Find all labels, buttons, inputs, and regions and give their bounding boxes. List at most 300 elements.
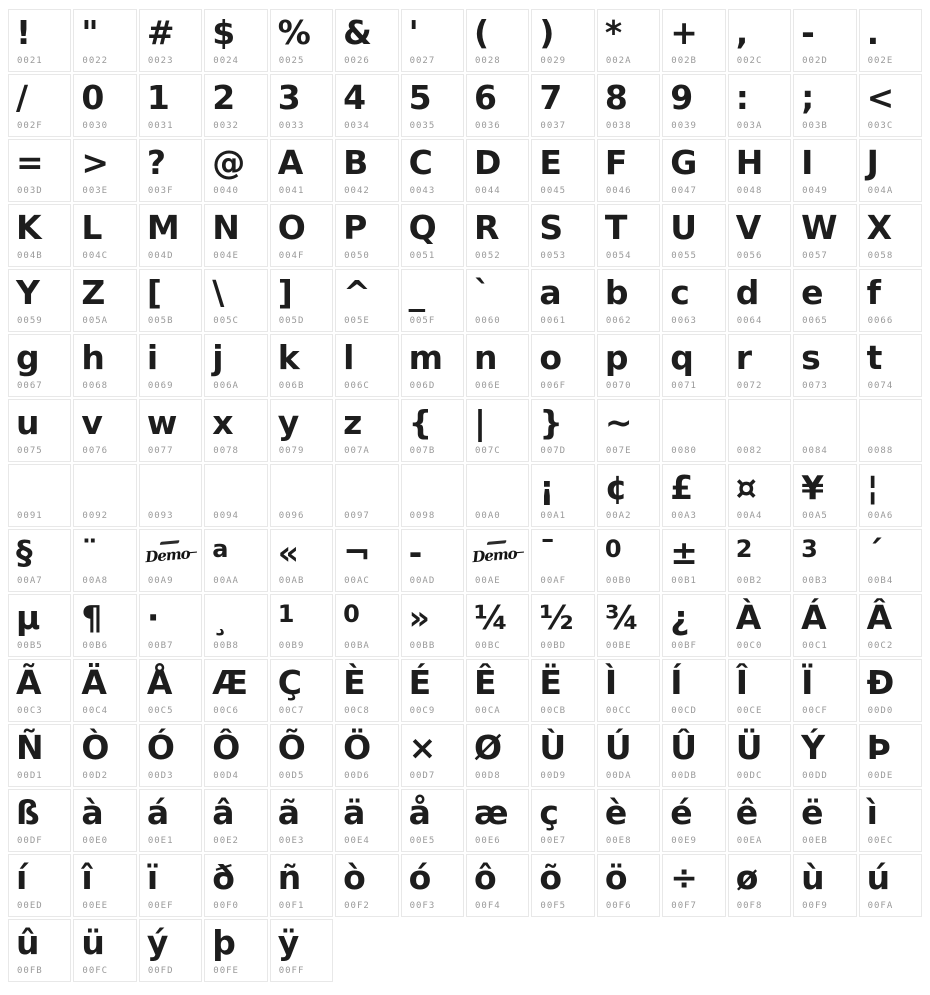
glyph-cell[interactable] xyxy=(662,854,725,917)
glyph-cell[interactable] xyxy=(8,139,71,202)
glyph-cell[interactable] xyxy=(728,854,791,917)
glyph: / xyxy=(16,78,29,117)
glyph: å xyxy=(408,793,431,832)
glyph-cell[interactable] xyxy=(335,789,398,852)
glyph-cell[interactable] xyxy=(793,529,856,592)
glyph-cell[interactable] xyxy=(270,204,333,267)
glyph-cell[interactable] xyxy=(531,594,594,657)
glyph-cell[interactable] xyxy=(139,529,202,592)
glyph-cell[interactable] xyxy=(531,269,594,332)
glyph-cell[interactable] xyxy=(859,9,922,72)
codepoint-label: 0067 xyxy=(17,381,43,391)
glyph: × xyxy=(408,728,437,767)
glyph-cell[interactable] xyxy=(73,269,136,332)
glyph: 0 xyxy=(81,78,105,117)
glyph-cell[interactable] xyxy=(139,399,202,462)
glyph-cell[interactable] xyxy=(401,724,464,787)
glyph-cell[interactable] xyxy=(335,9,398,72)
glyph-cell[interactable] xyxy=(401,529,464,592)
glyph: + xyxy=(670,13,698,52)
codepoint-label: 00ED xyxy=(17,901,43,911)
glyph-cell[interactable] xyxy=(597,204,660,267)
codepoint-label: 0023 xyxy=(147,56,174,66)
glyph-cell[interactable] xyxy=(401,334,464,397)
glyph-cell[interactable] xyxy=(73,399,136,462)
codepoint-label: 00B0 xyxy=(605,576,632,586)
glyph-cell[interactable] xyxy=(466,659,529,722)
glyph-cell[interactable] xyxy=(662,529,725,592)
glyph-cell[interactable] xyxy=(662,139,725,202)
glyph-cell[interactable] xyxy=(204,269,267,332)
glyph-cell[interactable] xyxy=(401,854,464,917)
glyph-cell[interactable] xyxy=(466,399,529,462)
glyph-cell[interactable] xyxy=(859,659,922,722)
codepoint-label: 005B xyxy=(147,316,174,326)
glyph: D xyxy=(473,143,502,182)
glyph-cell[interactable] xyxy=(466,854,529,917)
glyph-cell[interactable] xyxy=(859,529,922,592)
glyph-cell[interactable] xyxy=(8,529,71,592)
codepoint-label: 0073 xyxy=(802,381,828,391)
glyph-cell[interactable] xyxy=(401,789,464,852)
glyph-cell[interactable] xyxy=(73,139,136,202)
codepoint-label: 00BD xyxy=(540,641,567,651)
glyph: Å xyxy=(146,663,173,702)
glyph-cell[interactable] xyxy=(139,594,202,657)
glyph-cell[interactable] xyxy=(335,724,398,787)
glyph-cell[interactable] xyxy=(531,659,594,722)
glyph-cell[interactable] xyxy=(73,724,136,787)
glyph-cell[interactable] xyxy=(8,464,71,527)
glyph-cell[interactable] xyxy=(270,854,333,917)
glyph-cell[interactable] xyxy=(335,594,398,657)
glyph: ß xyxy=(16,793,40,832)
glyph-cell[interactable] xyxy=(728,724,791,787)
glyph: Ä xyxy=(81,663,107,702)
glyph-cell[interactable] xyxy=(466,74,529,137)
glyph-cell[interactable] xyxy=(270,269,333,332)
glyph: ¬ xyxy=(343,533,371,572)
glyph: â xyxy=(212,793,235,832)
glyph-cell[interactable] xyxy=(728,269,791,332)
glyph-cell[interactable] xyxy=(335,399,398,462)
glyph-cell[interactable] xyxy=(8,854,71,917)
glyph-cell[interactable] xyxy=(531,334,594,397)
codepoint-label: 005A xyxy=(82,316,109,326)
glyph-cell[interactable] xyxy=(204,9,267,72)
glyph-cell[interactable] xyxy=(270,659,333,722)
codepoint-label: 006B xyxy=(278,381,305,391)
glyph: Ü xyxy=(735,728,763,767)
glyph-cell[interactable] xyxy=(270,464,333,527)
glyph-cell[interactable] xyxy=(8,399,71,462)
glyph-cell[interactable] xyxy=(728,9,791,72)
glyph-cell[interactable] xyxy=(204,204,267,267)
glyph: ¯ xyxy=(539,533,556,572)
glyph-cell[interactable] xyxy=(859,269,922,332)
codepoint-label: 00DA xyxy=(605,771,632,781)
codepoint-label: 0070 xyxy=(605,381,632,391)
glyph-cell[interactable] xyxy=(204,594,267,657)
glyph: > xyxy=(81,143,110,182)
glyph-cell[interactable] xyxy=(793,854,856,917)
glyph: ± xyxy=(670,533,698,572)
glyph: Ò xyxy=(81,728,110,767)
codepoint-label: 0062 xyxy=(605,316,632,326)
glyph-cell[interactable] xyxy=(597,9,660,72)
glyph-cell[interactable] xyxy=(597,529,660,592)
glyph-cell[interactable] xyxy=(728,139,791,202)
glyph-cell[interactable] xyxy=(204,399,267,462)
glyph-cell[interactable] xyxy=(597,724,660,787)
glyph-cell[interactable] xyxy=(793,204,856,267)
glyph-cell[interactable] xyxy=(335,139,398,202)
codepoint-label: 00E4 xyxy=(344,836,370,846)
glyph-cell[interactable] xyxy=(270,724,333,787)
glyph: ù xyxy=(801,858,825,897)
glyph: Z xyxy=(81,273,106,312)
glyph-cell[interactable] xyxy=(73,529,136,592)
glyph: ê xyxy=(735,793,759,832)
glyph-cell[interactable] xyxy=(466,139,529,202)
glyph-cell[interactable] xyxy=(662,204,725,267)
glyph-cell[interactable] xyxy=(204,724,267,787)
glyph-cell[interactable] xyxy=(466,464,529,527)
codepoint-label: 0027 xyxy=(409,56,436,66)
glyph-cell[interactable] xyxy=(662,464,725,527)
glyph-cell[interactable] xyxy=(335,659,398,722)
glyph: " xyxy=(81,13,99,52)
glyph: J xyxy=(866,143,879,182)
glyph-cell[interactable] xyxy=(8,9,71,72)
glyph: $ xyxy=(212,13,236,52)
glyph-cell[interactable] xyxy=(204,464,267,527)
codepoint-label: 0098 xyxy=(409,511,436,521)
glyph-cell[interactable] xyxy=(270,74,333,137)
glyph-cell[interactable] xyxy=(728,399,791,462)
glyph-cell[interactable] xyxy=(859,139,922,202)
glyph-cell[interactable] xyxy=(793,74,856,137)
glyph: l xyxy=(343,338,355,377)
glyph: 7 xyxy=(539,78,563,117)
codepoint-label: 0064 xyxy=(736,316,763,326)
codepoint-label: 0021 xyxy=(17,56,43,66)
glyph-cell[interactable] xyxy=(73,789,136,852)
glyph-cell[interactable] xyxy=(662,9,725,72)
codepoint-label: 00DE xyxy=(867,771,894,781)
glyph-cell[interactable] xyxy=(335,464,398,527)
glyph-cell[interactable] xyxy=(401,9,464,72)
codepoint-label: 0057 xyxy=(802,251,828,261)
glyph-cell[interactable] xyxy=(597,74,660,137)
glyph: . xyxy=(866,13,880,52)
glyph-cell[interactable] xyxy=(466,334,529,397)
glyph-cell[interactable] xyxy=(204,919,267,982)
glyph-cell[interactable] xyxy=(139,724,202,787)
codepoint-label: 00FB xyxy=(17,966,43,976)
codepoint-label: 0026 xyxy=(344,56,370,66)
glyph-cell[interactable] xyxy=(531,854,594,917)
codepoint-label: 0078 xyxy=(213,446,239,456)
glyph-cell[interactable] xyxy=(531,789,594,852)
codepoint-label: 00EB xyxy=(802,836,828,846)
glyph-cell[interactable] xyxy=(662,789,725,852)
glyph-cell[interactable] xyxy=(531,139,594,202)
glyph-cell[interactable] xyxy=(531,724,594,787)
glyph-cell[interactable] xyxy=(204,659,267,722)
glyph-cell[interactable] xyxy=(270,529,333,592)
glyph-cell[interactable] xyxy=(466,269,529,332)
glyph: ç xyxy=(539,793,559,832)
glyph-cell[interactable] xyxy=(531,529,594,592)
glyph-cell[interactable] xyxy=(597,399,660,462)
glyph-cell[interactable] xyxy=(204,854,267,917)
glyph-cell[interactable] xyxy=(139,789,202,852)
glyph: ã xyxy=(277,793,300,832)
glyph-cell[interactable] xyxy=(401,399,464,462)
glyph-cell[interactable] xyxy=(466,594,529,657)
glyph-cell[interactable] xyxy=(466,204,529,267)
codepoint-label: 00A9 xyxy=(147,576,174,586)
glyph: - xyxy=(801,13,815,52)
glyph: Ï xyxy=(801,663,814,702)
glyph-cell[interactable] xyxy=(597,659,660,722)
glyph-cell[interactable] xyxy=(662,724,725,787)
glyph-cell[interactable] xyxy=(335,204,398,267)
glyph-cell[interactable] xyxy=(204,789,267,852)
glyph-cell[interactable] xyxy=(662,659,725,722)
glyph-cell[interactable] xyxy=(139,659,202,722)
glyph: ¾ xyxy=(604,598,640,637)
glyph: Ù xyxy=(539,728,567,767)
glyph-cell[interactable] xyxy=(270,594,333,657)
glyph-cell[interactable] xyxy=(859,204,922,267)
glyph: ò xyxy=(343,858,366,897)
glyph: ? xyxy=(146,143,166,182)
codepoint-label: 0071 xyxy=(671,381,697,391)
glyph-cell[interactable] xyxy=(531,204,594,267)
glyph: % xyxy=(277,13,311,52)
glyph-cell[interactable] xyxy=(728,334,791,397)
glyph-cell[interactable] xyxy=(270,334,333,397)
glyph-cell[interactable] xyxy=(73,464,136,527)
glyph-cell[interactable] xyxy=(597,139,660,202)
glyph: I xyxy=(801,143,814,182)
glyph-cell[interactable] xyxy=(793,789,856,852)
glyph: T xyxy=(604,208,628,247)
glyph-cell[interactable] xyxy=(597,464,660,527)
codepoint-label: 00D8 xyxy=(474,771,501,781)
glyph-cell[interactable] xyxy=(662,594,725,657)
glyph-cell[interactable] xyxy=(859,334,922,397)
glyph-cell[interactable] xyxy=(73,9,136,72)
codepoint-label: 00F0 xyxy=(213,901,239,911)
glyph: è xyxy=(604,793,628,832)
codepoint-label: 00D3 xyxy=(147,771,174,781)
glyph-cell[interactable] xyxy=(270,139,333,202)
codepoint-label: 00F2 xyxy=(344,901,370,911)
glyph-cell[interactable] xyxy=(531,74,594,137)
codepoint-label: 0046 xyxy=(605,186,632,196)
codepoint-label: 00C9 xyxy=(409,706,436,716)
glyph-cell[interactable] xyxy=(139,854,202,917)
glyph-cell[interactable] xyxy=(859,854,922,917)
glyph: ä xyxy=(343,793,366,832)
glyph-cell[interactable] xyxy=(597,594,660,657)
glyph: 1 xyxy=(146,78,170,117)
glyph-cell[interactable] xyxy=(401,594,464,657)
codepoint-label: 00F3 xyxy=(409,901,436,911)
glyph-cell[interactable] xyxy=(793,9,856,72)
glyph-cell[interactable] xyxy=(859,724,922,787)
glyph-cell[interactable] xyxy=(728,464,791,527)
glyph-cell[interactable] xyxy=(139,204,202,267)
glyph: _ xyxy=(408,273,426,312)
glyph-cell[interactable] xyxy=(597,789,660,852)
glyph-cell[interactable] xyxy=(597,334,660,397)
glyph-cell[interactable] xyxy=(728,659,791,722)
glyph-cell[interactable] xyxy=(793,269,856,332)
glyph-cell[interactable] xyxy=(139,334,202,397)
codepoint-label: 0069 xyxy=(147,381,174,391)
glyph: ¸ xyxy=(212,598,229,637)
glyph-cell[interactable] xyxy=(73,919,136,982)
glyph-cell[interactable] xyxy=(728,529,791,592)
glyph-cell[interactable] xyxy=(728,594,791,657)
glyph-cell[interactable] xyxy=(793,399,856,462)
glyph-cell[interactable] xyxy=(8,724,71,787)
glyph-cell[interactable] xyxy=(662,399,725,462)
codepoint-label: 00CB xyxy=(540,706,567,716)
glyph-cell[interactable] xyxy=(531,9,594,72)
glyph: Ð xyxy=(866,663,895,702)
glyph-cell[interactable] xyxy=(139,9,202,72)
glyph: ' xyxy=(408,13,419,52)
glyph-cell[interactable] xyxy=(204,334,267,397)
glyph-cell[interactable] xyxy=(466,9,529,72)
glyph-cell[interactable] xyxy=(728,74,791,137)
glyph-cell[interactable] xyxy=(859,789,922,852)
glyph-cell[interactable] xyxy=(531,464,594,527)
glyph-cell[interactable] xyxy=(270,399,333,462)
glyph-cell[interactable] xyxy=(859,464,922,527)
glyph-cell[interactable] xyxy=(466,724,529,787)
codepoint-label: 004F xyxy=(278,251,305,261)
glyph: Ì xyxy=(604,663,618,702)
glyph-cell[interactable] xyxy=(401,204,464,267)
glyph-cell[interactable] xyxy=(859,74,922,137)
codepoint-label: 0040 xyxy=(213,186,239,196)
glyph-cell[interactable] xyxy=(139,74,202,137)
glyph-cell[interactable] xyxy=(793,594,856,657)
glyph-cell[interactable] xyxy=(335,854,398,917)
glyph-cell[interactable] xyxy=(270,789,333,852)
glyph-cell[interactable] xyxy=(73,594,136,657)
glyph-cell[interactable] xyxy=(8,659,71,722)
glyph-cell[interactable] xyxy=(793,659,856,722)
demo-foundry-scribble xyxy=(487,540,507,545)
glyph-cell[interactable] xyxy=(335,74,398,137)
codepoint-label: 00D4 xyxy=(213,771,239,781)
glyph-cell[interactable] xyxy=(139,139,202,202)
glyph-cell[interactable] xyxy=(73,334,136,397)
glyph-cell[interactable] xyxy=(73,659,136,722)
glyph-cell[interactable] xyxy=(335,334,398,397)
glyph-cell[interactable] xyxy=(793,334,856,397)
codepoint-label: 006E xyxy=(474,381,501,391)
glyph-cell[interactable] xyxy=(139,464,202,527)
glyph-cell[interactable] xyxy=(401,269,464,332)
glyph-cell[interactable] xyxy=(793,724,856,787)
glyph-cell[interactable] xyxy=(401,74,464,137)
glyph-cell[interactable] xyxy=(859,399,922,462)
glyph: È xyxy=(343,663,366,702)
glyph-cell[interactable] xyxy=(204,139,267,202)
glyph: w xyxy=(146,403,178,442)
glyph-cell[interactable] xyxy=(793,464,856,527)
glyph-cell[interactable] xyxy=(662,74,725,137)
glyph-cell[interactable] xyxy=(8,334,71,397)
glyph-cell[interactable] xyxy=(728,204,791,267)
glyph-cell[interactable] xyxy=(139,919,202,982)
glyph: ! xyxy=(16,13,32,52)
glyph-cell[interactable] xyxy=(401,139,464,202)
glyph: Â xyxy=(866,598,893,637)
glyph-cell[interactable] xyxy=(8,269,71,332)
glyph: Ç xyxy=(277,663,302,702)
glyph: ; xyxy=(801,78,815,117)
glyph-cell[interactable] xyxy=(859,594,922,657)
glyph-cell[interactable] xyxy=(335,269,398,332)
glyph-cell[interactable] xyxy=(73,854,136,917)
codepoint-label: 00DC xyxy=(736,771,763,781)
glyph-cell[interactable] xyxy=(8,204,71,267)
glyph-cell[interactable] xyxy=(597,854,660,917)
glyph: ½ xyxy=(539,598,574,637)
glyph-cell[interactable] xyxy=(270,9,333,72)
glyph-cell[interactable] xyxy=(728,789,791,852)
glyph-cell[interactable] xyxy=(139,269,202,332)
codepoint-label: 0093 xyxy=(147,511,174,521)
glyph-cell[interactable] xyxy=(204,74,267,137)
glyph-cell[interactable] xyxy=(8,919,71,982)
glyph-cell[interactable] xyxy=(662,269,725,332)
glyph-cell[interactable] xyxy=(531,399,594,462)
glyph-cell[interactable] xyxy=(73,74,136,137)
glyph: ý xyxy=(146,923,169,962)
glyph-cell[interactable] xyxy=(8,74,71,137)
glyph-cell[interactable] xyxy=(401,464,464,527)
glyph: ü xyxy=(81,923,105,962)
glyph-cell[interactable] xyxy=(270,919,333,982)
glyph-cell[interactable] xyxy=(335,529,398,592)
glyph-cell[interactable] xyxy=(466,529,529,592)
glyph: ( xyxy=(473,13,490,52)
codepoint-label: 00AD xyxy=(409,576,436,586)
glyph-cell[interactable] xyxy=(73,204,136,267)
glyph-cell[interactable] xyxy=(401,659,464,722)
glyph-cell[interactable] xyxy=(8,594,71,657)
glyph: Í xyxy=(670,663,683,702)
glyph-cell[interactable] xyxy=(597,269,660,332)
glyph-cell[interactable] xyxy=(8,789,71,852)
glyph-cell[interactable] xyxy=(662,334,725,397)
glyph-cell[interactable] xyxy=(204,529,267,592)
codepoint-label: 00F1 xyxy=(278,901,305,911)
glyph-cell[interactable] xyxy=(466,789,529,852)
glyph-cell[interactable] xyxy=(793,139,856,202)
codepoint-label: 0061 xyxy=(540,316,567,326)
